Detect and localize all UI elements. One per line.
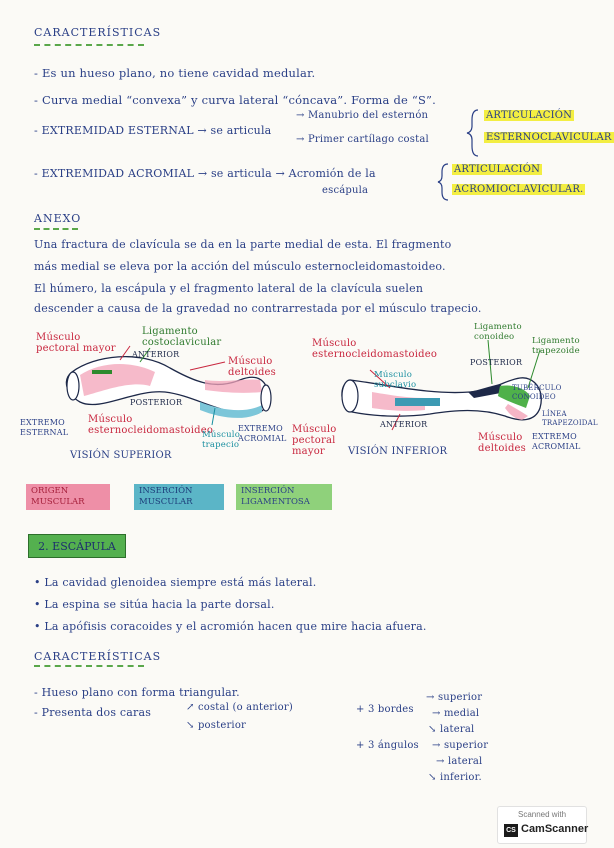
right-label-anterior: ANTERIOR [380, 420, 428, 429]
brace-acromial [438, 164, 448, 200]
right-label-acromial-end: EXTREMO ACROMIAL [532, 432, 581, 451]
annex-title: ANEXO [34, 212, 82, 225]
right-label-conoid: Ligamento conoideo [474, 322, 522, 342]
right-label-scm: Músculo esternocleidomastoideo [312, 338, 438, 360]
left-label-acromial-end: EXTREMO ACROMIAL [238, 424, 287, 443]
left-label-posterior: POSTERIOR [130, 398, 183, 407]
right-label-pectoral: Músculo pectoral mayor [292, 424, 337, 457]
acromial-extremity-label: - EXTREMIDAD ACROMIAL → se articula → Acromión de la [34, 167, 376, 180]
sternal-result-articulation: ARTICULACIÓN [486, 110, 573, 121]
left-label-sternal-end: EXTREMO ESTERNAL [20, 418, 69, 437]
annex-line-2: más medial se eleva por la acción del músculo esternocleidomastoideo. [34, 260, 446, 273]
acromial-result-articulation: ARTICULACIÓN [454, 164, 541, 175]
scapula-borders: + 3 bordes [356, 704, 414, 715]
left-caption: VISIÓN SUPERIOR [70, 450, 172, 461]
legend-insertion: INSERCIÓN MUSCULAR [134, 484, 224, 510]
scapula-border-superior: → superior [426, 692, 483, 703]
right-label-subclavius: Músculo subclavio [374, 370, 417, 390]
left-label-costoclavicular: Ligamento costoclavicular [142, 326, 222, 348]
annex-line-4: descender a causa de la gravedad no contrarrestada por el músculo trapecio. [34, 302, 482, 315]
camscanner-text: CamScanner [521, 823, 589, 835]
scapula-bullet-2: • La espina se sitúa hacia la parte dorsal. [34, 598, 275, 611]
annex-line-3: El húmero, la escápula y el fragmento lateral de la clavícula suelen [34, 282, 424, 295]
camscanner-logo-icon: CS [504, 824, 518, 837]
annex-underline [34, 228, 78, 230]
sternal-branch-cartilage: → Primer cartílago costal [296, 134, 429, 145]
annex-line-1: Una fractura de clavícula se da en la parte medial de esta. El fragmento [34, 238, 452, 251]
scapula-line-flat: - Hueso plano con forma triangular. [34, 686, 240, 699]
sternal-result-sternoclavicular: ESTERNOCLAVICULAR [486, 132, 612, 143]
scapula-bullet-3: • La apófisis coracoides y el acromión hacen que mire hacia afuera. [34, 620, 427, 633]
legend-origin: ORIGEN MUSCULAR [26, 484, 110, 510]
right-label-posterior: POSTERIOR [470, 358, 523, 367]
sternal-extremity-label: - EXTREMIDAD ESTERNAL → se articula [34, 124, 272, 137]
right-label-deltoid: Músculo deltoides [478, 432, 527, 454]
left-label-pectoral: Músculo pectoral mayor [36, 332, 116, 354]
scapula-line-faces: - Presenta dos caras [34, 706, 152, 719]
right-label-trapezoid-line: LÍNEA TRAPEZOIDAL [542, 410, 598, 427]
sternal-branch-manubrium: → Manubrio del esternón [296, 110, 429, 121]
scapula-angle-lateral: → lateral [436, 756, 483, 767]
scapula-angle-inferior: ↘ inferior. [428, 772, 482, 783]
scapula-angles: + 3 ángulos [356, 740, 419, 751]
section-2-title: 2. ESCÁPULA [28, 534, 126, 558]
scapula-border-lateral: ↘ lateral [428, 724, 475, 735]
left-label-scm: Músculo esternocleidomastoideo [88, 414, 214, 436]
left-label-trapezius: Músculo trapecio [202, 430, 241, 450]
scapula-bullet-1: • La cavidad glenoidea siempre está más lateral. [34, 576, 317, 589]
acromial-scapula: escápula [322, 185, 369, 196]
title-underline [34, 44, 144, 46]
left-label-deltoid: Músculo deltoides [228, 356, 277, 378]
scapula-face-posterior: ↘ posterior [186, 720, 247, 731]
right-caption: VISIÓN INFERIOR [348, 446, 448, 457]
scapula-face-costal: ↗ costal (o anterior) [186, 702, 293, 713]
scapula-characteristics-underline [34, 665, 144, 667]
scapula-border-medial: → medial [432, 708, 480, 719]
scapula-angle-superior: → superior [432, 740, 489, 751]
scapula-characteristics-title: CARACTERÍSTICAS [34, 650, 162, 663]
left-label-anterior: ANTERIOR [132, 350, 180, 359]
bullet-curves: - Curva medial “convexa” y curva lateral “cóncava”. Forma de “S”. [34, 93, 436, 107]
characteristics-title: CARACTERÍSTICAS [34, 26, 162, 39]
bullet-flat-bone: - Es un hueso plano, no tiene cavidad medular. [34, 66, 316, 80]
acromial-result-acromioclavicular: ACROMIOCLAVICULAR. [454, 184, 584, 195]
scanned-with-text: Scanned with [517, 810, 567, 819]
camscanner-badge [497, 806, 587, 844]
right-label-conoid-tubercle: TUBÉRCULO CONOIDEO [512, 384, 562, 401]
right-label-trapezoid: Ligamento trapezoide [532, 336, 580, 356]
legend-ligament: INSERCIÓN LIGAMENTOSA [236, 484, 332, 510]
brace-sternal [467, 110, 478, 156]
